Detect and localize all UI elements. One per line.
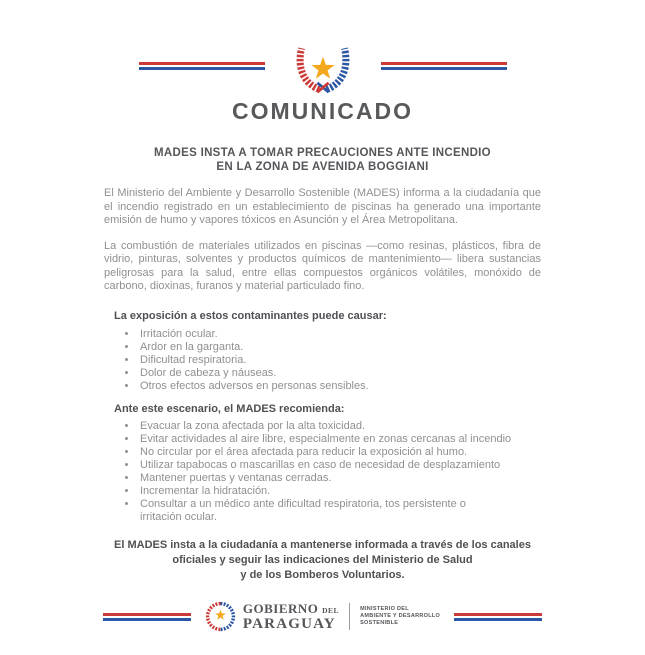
list-item: • Evitar actividades al aire libre, especialmente en zonas cercanas al incendio — [138, 433, 541, 446]
paragraph-combustion: La combustión de materiales utilizados en piscinas —como resinas, plásticos, fibra de vidrio, pinturas, solventes y productos químicos de mantenimiento— libera sustancias peligrosas para la salud, entre ellas compuestos orgánicos volátiles, monóxido de carbono, dioxinas, furanos y material particulado fino. — [104, 239, 541, 292]
ministry-line1: MINISTERIO DEL — [360, 606, 409, 612]
section-heading-effects: La exposición a estos contaminantes puede causar: — [114, 309, 387, 322]
flag-stripe-footer-left — [103, 613, 191, 621]
flag-stripe-footer-right — [454, 613, 542, 621]
document-title — [0, 146, 645, 174]
closing-line3: y de los Bomberos Voluntarios. — [240, 568, 405, 581]
footer — [0, 595, 645, 639]
gobierno-paraguay-logo — [205, 601, 440, 632]
ministry-line3: SOSTENIBLE — [360, 620, 399, 626]
document-title-line2: EN LA ZONA DE AVENIDA BOGGIANI — [216, 161, 429, 173]
list-item: • No circular por el área afectada para reducir la exposición al humo. — [138, 446, 541, 459]
list-item: • Irritación ocular. — [138, 328, 541, 341]
list-item: • Incrementar la hidratación. — [138, 485, 541, 498]
paragraph-intro: El Ministerio del Ambiente y Desarrollo Sostenible (MADES) informa a la ciudadanía que el incendio registrado en un establecimiento de piscinas ha generado una importante emisión de humo y vapores tóxicos en Asunción y el Área Metropolitana. — [104, 187, 541, 226]
list-item: • Utilizar tapabocas o mascarillas en caso de necesidad de desplazamiento — [138, 459, 541, 472]
ministry-wordmark — [360, 606, 440, 627]
masthead — [0, 36, 645, 96]
paraguay-wreath-star-icon — [285, 37, 361, 95]
gov-word-del: DEL — [322, 606, 340, 615]
flag-stripe-left — [139, 62, 265, 70]
section-heading-recommendations: Ante este escenario, el MADES recomienda: — [114, 402, 345, 415]
gov-word-paraguay: PARAGUAY — [242, 616, 336, 632]
list-item: • Dolor de cabeza y náuseas. — [138, 367, 541, 380]
paraguay-round-seal-icon — [205, 601, 236, 632]
list-item: • Dificultad respiratoria. — [138, 354, 541, 367]
list-item: • Evacuar la zona afectada por la alta toxicidad. — [138, 420, 541, 433]
gobierno-paraguay-wordmark — [243, 602, 339, 631]
list-item: • Consultar a un médico ante dificultad respiratoria, tos persistente o irritación ocular. — [138, 498, 506, 524]
closing-line1: El MADES insta a la ciudadanía a mantenerse informada a través de los canales — [114, 538, 531, 551]
list-item: • Otros efectos adversos en personas sensibles. — [138, 380, 541, 393]
closing-line2: oficiales y seguir las indicaciones del Ministerio de Salud — [172, 553, 473, 566]
flag-stripe-right — [381, 62, 507, 70]
document-title-line1: MADES INSTA A TOMAR PRECAUCIONES ANTE INCENDIO — [154, 147, 491, 159]
logo-divider — [349, 603, 350, 630]
closing-statement — [0, 538, 645, 583]
effects-list — [104, 328, 541, 393]
ministry-line2: AMBIENTE Y DESARROLLO — [360, 613, 441, 619]
comunicado-banner: COMUNICADO — [232, 98, 413, 124]
gov-word-gobierno: GOBIERNO — [242, 601, 319, 616]
recommendations-list — [104, 420, 541, 524]
list-item: • Mantener puertas y ventanas cerradas. — [138, 472, 541, 485]
list-item: • Ardor en la garganta. — [138, 341, 541, 354]
